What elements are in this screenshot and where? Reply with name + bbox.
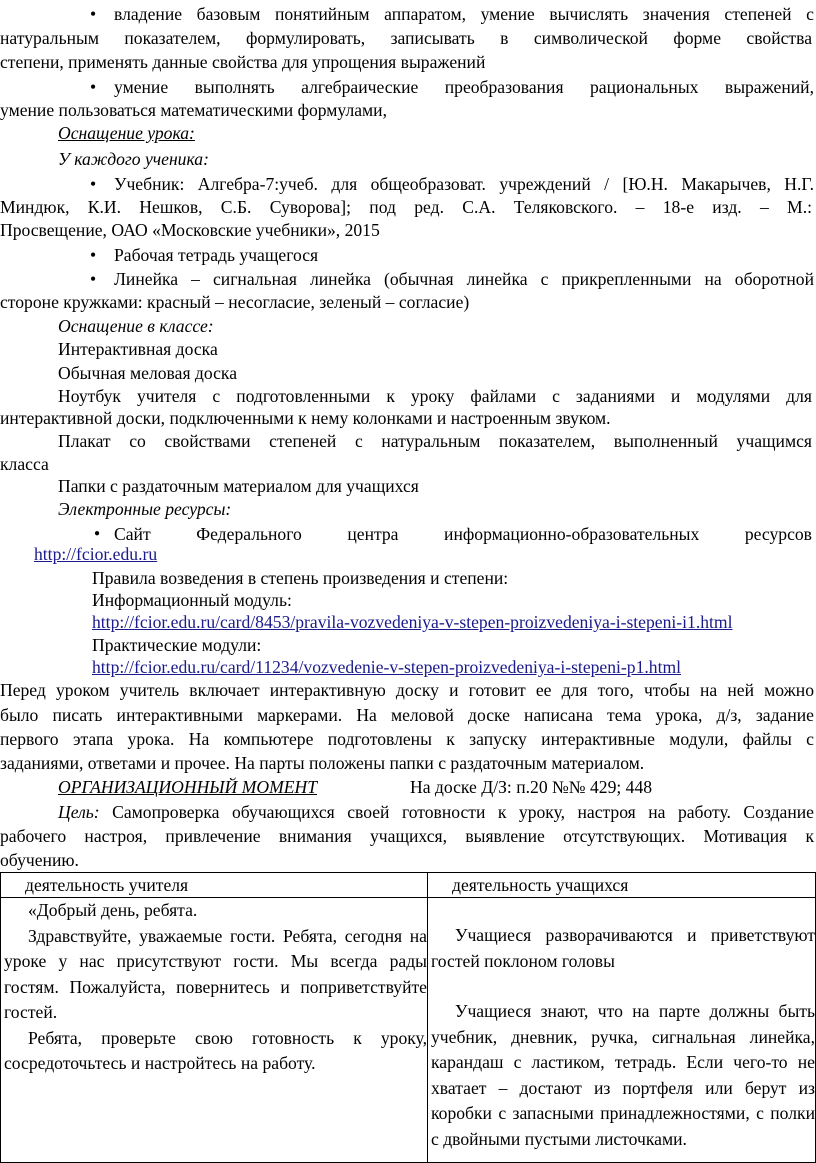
activity-table: [0, 872, 816, 1163]
before-lesson-line: первого этапа урока. На компьютере подготовлены к запуску интерактивные модули, файлы с: [0, 729, 814, 749]
info-module-label: Информационный модуль:: [92, 590, 292, 610]
practice-link[interactable]: http://fcior.edu.ru/card/11234/vozvedenie-v-stepen-proizvedeniya-i-stepeni-p1.html: [92, 657, 682, 677]
goal-bullet-1: • владение базовым понятийным аппаратом, умение вычислять значения степеней с: [114, 2, 814, 26]
folders-item: Папки с раздаточным материалом для учащихся: [58, 476, 419, 496]
students-cell: Учащиеся разворачиваются и приветствуют гостей поклоном головы Учащиеся знают, что на парте должны быть учебник, дневник, ручка, сигнальная линейка, карандаш с ластиком, тетрадь. Если чего-то не хватает – достают из портфеля или берут из коробки с запасными принадлежностями, с полки с двойными пустыми листочками.: [428, 898, 816, 1163]
goal-bullet-2-line: умение пользоваться математическими формулами,: [0, 100, 387, 120]
poster-line: класса: [0, 454, 49, 474]
homework: На доске Д/З: п.20 №№ 429; 448: [410, 777, 653, 797]
poster-item: Плакат со свойствами степеней с натуральным показателем, выполненный учащимся: [58, 431, 812, 451]
eresources-heading: Электронные ресурсы:: [58, 499, 232, 519]
ruler-item: • Линейка – сигнальная линейка (обычная линейка с прикрепленными на оборотной: [114, 267, 814, 291]
goal-line: рабочего настроя, привлечение внимания учащихся, выявление отсутствующих. Мотивация к: [0, 826, 814, 846]
laptop-line: интерактивной доски, подключенными к нему колонками и настроенным звуком.: [0, 408, 611, 428]
goal-bullet-2: • умение выполнять алгебраические преобразования рациональных выражений,: [114, 75, 814, 99]
textbook-item: • Учебник: Алгебра-7:учеб. для общеобразоват. учреждений / [Ю.Н. Макарычев, Н.Г.: [114, 172, 814, 196]
goal-bullet-1-line: степени, применять данные свойства для упрощения выражений: [0, 52, 486, 72]
laptop-item: Ноутбук учителя с подготовленными к уроку файлами с заданиями и модулями для: [58, 386, 812, 406]
textbook-line: Миндюк, К.И. Нешков, С.Б. Суворова]; под ред. С.А. Теляковского. – 18-е изд. – М.:: [0, 197, 812, 217]
rules-title: Правила возведения в степень произведения и степени:: [92, 568, 509, 588]
goal-bullet-1-line: натуральным показателем, формулировать, записывать в символической форме свойства: [0, 28, 812, 48]
info-module-link[interactable]: http://fcior.edu.ru/card/8453/pravila-vozvedeniya-v-stepen-proizvedeniya-i-stepeni-i1.html: [92, 612, 733, 632]
ruler-line: стороне кружками: красный – несогласие, зеленый – согласие): [0, 292, 470, 312]
teacher-cell: «Добрый день, ребята. Здравствуйте, уважаемые гости. Ребята, сегодня на уроке у нас присутствуют гости. Мы всегда рады гостям. Пожалуйста, повернитесь и поприветствуйте гостей. Ребята, проверьте свою готовность к уроку, сосредоточьтесь и настройтесь на работу.: [1, 898, 428, 1163]
student-heading: У каждого ученика:: [58, 149, 209, 169]
site-link[interactable]: http://fcior.edu.ru: [34, 544, 158, 564]
equipment-heading: Оснащение урока:: [58, 123, 195, 143]
practice-label: Практические модули:: [92, 635, 262, 655]
goal-line-1: Цель: Самопроверка обучающихся своей готовности к уроку, настроя на работу. Создание: [58, 802, 814, 822]
class-item: Интерактивная доска: [58, 339, 218, 359]
org-moment-title: ОРГАНИЗАЦИОННЫЙ МОМЕНТ: [58, 777, 317, 797]
goal-line: обучению.: [0, 850, 79, 870]
class-heading: Оснащение в классе:: [58, 316, 214, 336]
before-lesson-line: Перед уроком учитель включает интерактивную доску и готовит ее для того, чтобы на ней можно: [0, 680, 814, 700]
workbook-item: • Рабочая тетрадь учащегося: [114, 243, 816, 267]
before-lesson-line: заданиями, ответами и прочее. На парты положены папки с раздаточным материалом.: [0, 753, 645, 773]
students-header: деятельность учащихся: [428, 873, 816, 898]
textbook-line: Просвещение, ОАО «Московские учебники», 2015: [0, 220, 380, 240]
teacher-header: деятельность учителя: [1, 873, 428, 898]
site-item: ● Сайт Федерального центра информационно-образовательных ресурсов: [114, 522, 812, 546]
class-item: Обычная меловая доска: [58, 363, 238, 383]
before-lesson-line: было писать интерактивными маркерами. На меловой доске написана тема урока, д/з, задание: [0, 705, 814, 725]
